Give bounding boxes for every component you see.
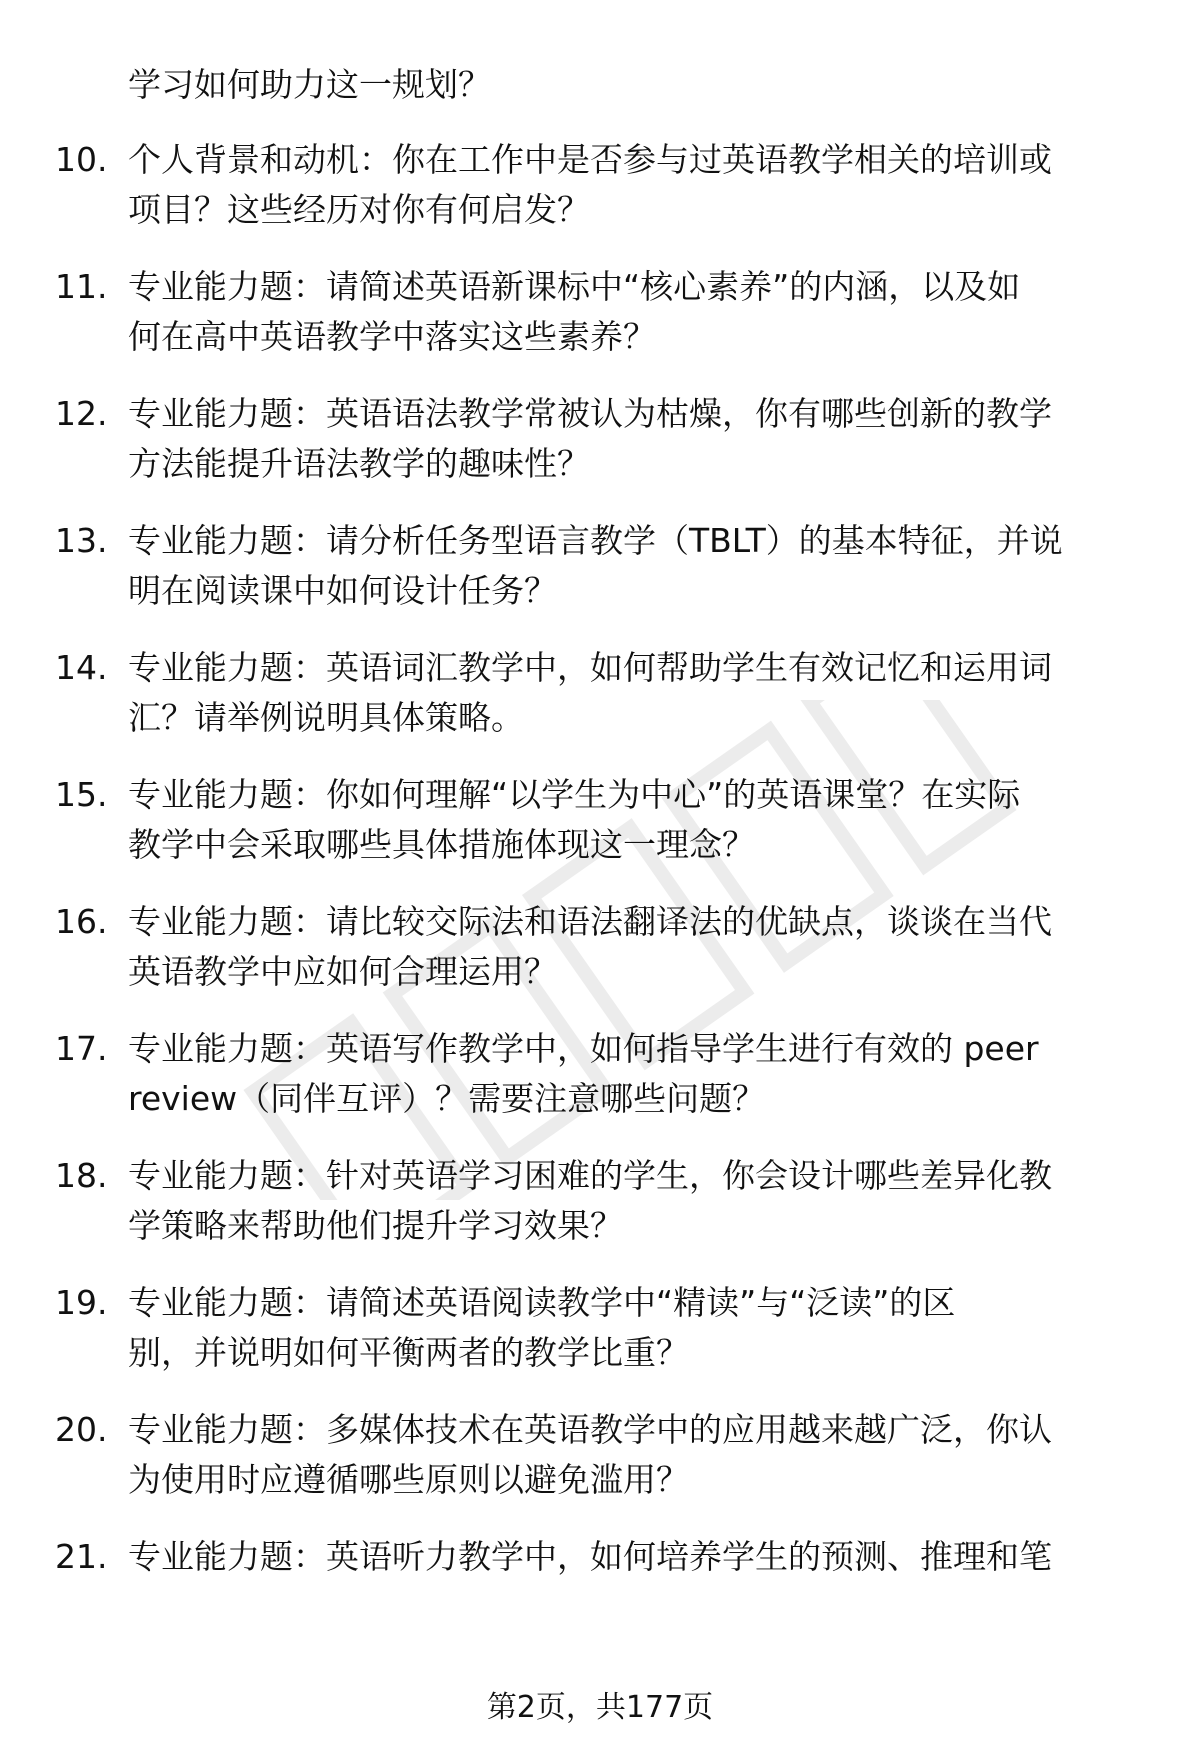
question-item (0, 389, 1200, 516)
question-text-line: 英语教学中应如何合理运用？ (128, 952, 557, 991)
question-text-line: 专业能力题：针对英语学习困难的学生，你会设计哪些差异化教 (128, 1156, 1052, 1195)
question-number: 11. (55, 267, 108, 306)
question-text-line: 专业能力题：英语语法教学常被认为枯燥，你有哪些创新的教学 (128, 394, 1052, 433)
question-text-line: 专业能力题：英语听力教学中，如何培养学生的预测、推理和笔 (128, 1537, 1052, 1576)
question-text (128, 1278, 1148, 1378)
question-text (128, 389, 1148, 489)
question-item (0, 262, 1200, 389)
question-text-line: 方法能提升语法教学的趣味性？ (128, 444, 590, 483)
question-text-line: 专业能力题：英语写作教学中，如何指导学生进行有效的 peer (128, 1029, 1039, 1068)
question-item (0, 516, 1200, 643)
question-text-line: 明在阅读课中如何设计任务？ (128, 571, 557, 610)
question-text-line: 别，并说明如何平衡两者的教学比重？ (128, 1333, 689, 1372)
question-text-line: 专业能力题：请分析任务型语言教学（TBLT）的基本特征，并说 (128, 521, 1063, 560)
question-text-line: 专业能力题：你如何理解“以学生为中心”的英语课堂？在实际 (128, 775, 1021, 814)
question-number: 17. (55, 1029, 108, 1068)
question-text (128, 1024, 1148, 1124)
question-number: 13. (55, 521, 108, 560)
question-text (128, 516, 1148, 616)
question-text-line: 专业能力题：请简述英语阅读教学中“精读”与“泛读”的区 (128, 1283, 956, 1322)
question-item (0, 1024, 1200, 1151)
question-text (128, 262, 1148, 362)
question-text-line: 专业能力题：请比较交际法和语法翻译法的优缺点，谈谈在当代 (128, 902, 1052, 941)
question-number: 21. (55, 1537, 108, 1576)
question-item (0, 1278, 1200, 1405)
question-item (0, 897, 1200, 1024)
question-item (0, 643, 1200, 770)
question-number: 19. (55, 1283, 108, 1322)
continuation-line: 学习如何助力这一规划？ (128, 65, 491, 104)
question-text (128, 1151, 1148, 1251)
question-number: 20. (55, 1410, 108, 1449)
question-text-line: 专业能力题：请简述英语新课标中“核心素养”的内涵，以及如 (128, 267, 1021, 306)
question-text (128, 1532, 1148, 1582)
question-text (128, 770, 1148, 870)
question-text-line: 汇？请举例说明具体策略。 (128, 698, 524, 737)
question-number: 10. (55, 140, 108, 179)
question-number: 18. (55, 1156, 108, 1195)
question-item (0, 1151, 1200, 1278)
question-text-line: 为使用时应遵循哪些原则以避免滥用？ (128, 1460, 689, 1499)
question-text-line: 专业能力题：多媒体技术在英语教学中的应用越来越广泛，你认 (128, 1410, 1052, 1449)
question-text (128, 643, 1148, 743)
question-number: 16. (55, 902, 108, 941)
question-text-line: 个人背景和动机：你在工作中是否参与过英语教学相关的培训或 (128, 140, 1052, 179)
page-footer: 第2页，共177页 (486, 1690, 714, 1725)
question-text-line: 何在高中英语教学中落实这些素养？ (128, 317, 656, 356)
question-text-line: 专业能力题：英语词汇教学中，如何帮助学生有效记忆和运用词 (128, 648, 1052, 687)
question-text-line: 教学中会采取哪些具体措施体现这一理念？ (128, 825, 755, 864)
question-list (0, 135, 1200, 1659)
question-text-line: review（同伴互评）？需要注意哪些问题？ (128, 1079, 766, 1118)
question-number: 14. (55, 648, 108, 687)
question-text-line: 项目？这些经历对你有何启发？ (128, 190, 590, 229)
question-text-line: 学策略来帮助他们提升学习效果？ (128, 1206, 623, 1245)
question-text (128, 135, 1148, 235)
question-item (0, 770, 1200, 897)
question-item (0, 1405, 1200, 1532)
question-item (0, 135, 1200, 262)
question-text (128, 897, 1148, 997)
question-number: 12. (55, 394, 108, 433)
question-item (0, 1532, 1200, 1659)
question-text (128, 1405, 1148, 1505)
question-number: 15. (55, 775, 108, 814)
